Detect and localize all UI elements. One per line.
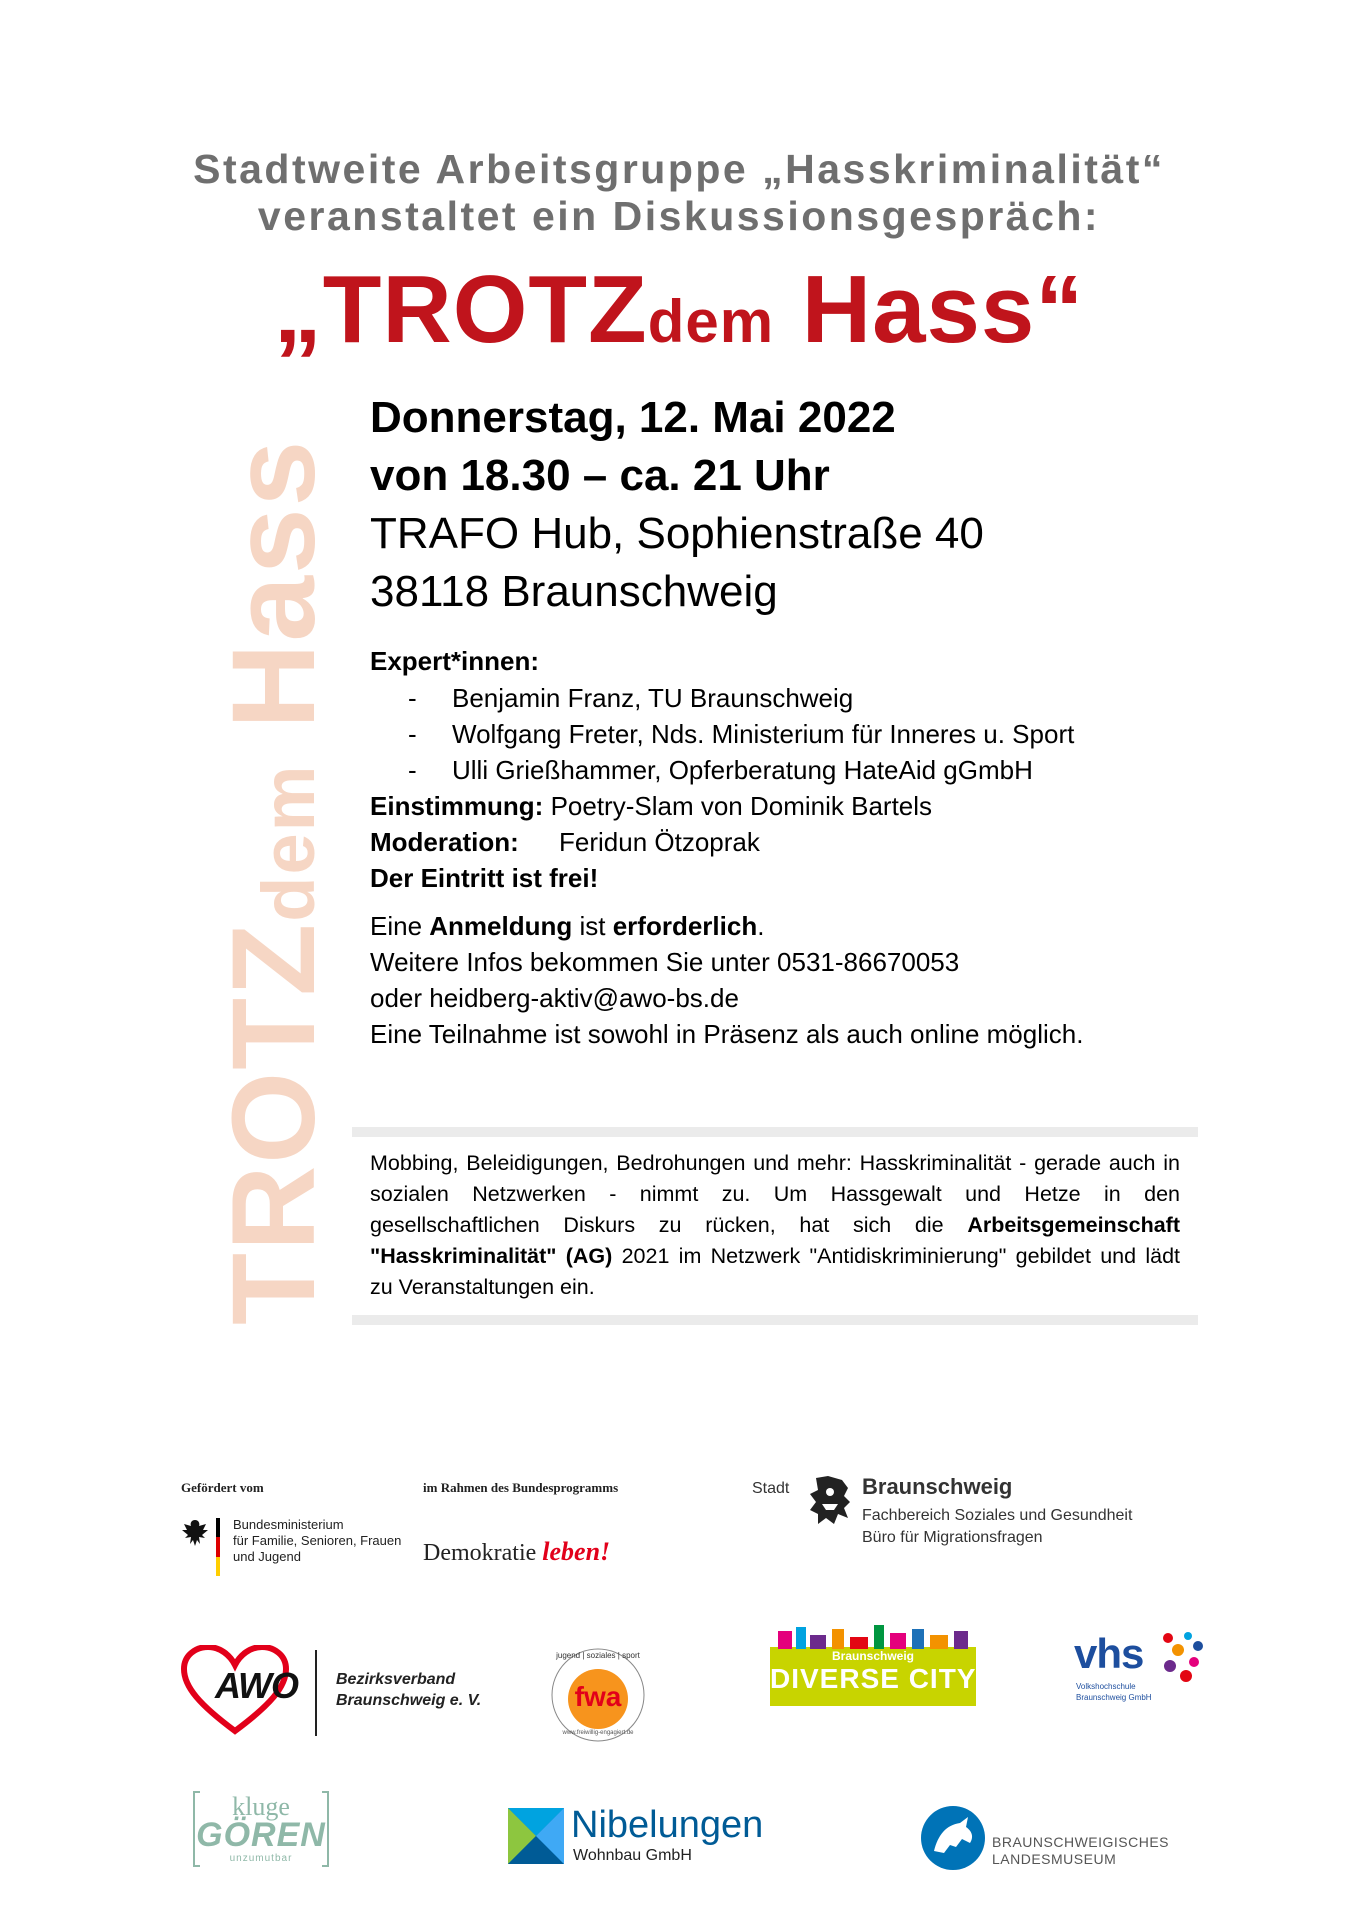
einstimmung-value: Poetry-Slam von Dominik Bartels (543, 791, 933, 821)
reg-text: ist (572, 911, 613, 941)
info-text: Mobbing, Beleidigungen, Bedrohungen und mehr: Hasskriminalität - gerade auch in sozialen Netzwerken - nimmt zu. Um Hassgewalt und Hetze in den gesellschaftlichen Diskurs zu rücken, hat sich die (370, 1151, 1180, 1237)
title-part-3: Hass“ (774, 256, 1085, 363)
awo-wordmark: AWO (215, 1665, 298, 1706)
event-time: von 18.30 – ca. 21 Uhr (370, 451, 830, 500)
buero-text: Büro für Migrationsfragen (862, 1529, 1043, 1546)
expert-bullet: - (408, 755, 417, 785)
diverse-city-main: DIVERSE CITY (770, 1663, 977, 1694)
nibelungen-wordmark: Nibelungen (571, 1804, 764, 1846)
ministry-line-2: für Familie, Senioren, Frauen (233, 1533, 402, 1548)
expert-bullet: - (408, 683, 417, 713)
braunschweig-wordmark: Braunschweig (862, 1474, 1013, 1499)
braunschweig-lion-icon (808, 1474, 852, 1533)
info-bold: Arbeitsgemeinschaft "Hasskriminalität" (AG) (370, 1213, 1180, 1268)
bezirk-line-2: Braunschweig e. V. (336, 1692, 482, 1709)
event-city: 38118 Braunschweig (370, 567, 778, 616)
museum-line-1: BRAUNSCHWEIGISCHES (992, 1834, 1170, 1850)
event-title (0, 255, 1358, 377)
reg-bold: Anmeldung (429, 911, 573, 941)
entry-free: Der Eintritt ist frei! (370, 863, 599, 893)
vhs-dots-icon (1158, 1632, 1204, 1689)
wohnbau-text: Wohnbau GmbH (573, 1847, 692, 1864)
federal-eagle-icon (181, 1518, 209, 1555)
diverse-city-logo (770, 1623, 976, 1706)
kluge-text: kluge (232, 1792, 290, 1821)
bezirk-line-1: Bezirksverband (336, 1671, 456, 1688)
fwa-text: fwa (574, 1681, 622, 1712)
reg-bold: erforderlich (612, 911, 758, 941)
vhs-sub-1: Volkshochschule (1076, 1682, 1136, 1691)
title-part-2: dem (647, 288, 775, 355)
gefoerdert-label: Gefördert vom (181, 1480, 264, 1495)
german-flag-bar (216, 1518, 220, 1576)
reg-text: Eine (370, 911, 430, 941)
diverse-city-top: Braunschweig (831, 1649, 915, 1663)
moderation-label: Moderation: (370, 827, 519, 857)
header-line-2: veranstaltet ein Diskussionsgespräch: (257, 193, 1101, 239)
fwa-ring-text-top: jugend | soziales | sport (556, 1651, 640, 1660)
fwa-ring-sport: sport (622, 1651, 640, 1660)
leben-text: leben! (542, 1537, 611, 1566)
registration-required (370, 908, 764, 944)
programm-label: im Rahmen des Bundesprogramms (423, 1480, 619, 1495)
side-part-2: dem (247, 763, 330, 922)
fwa-ring-soziales: soziales (586, 1651, 616, 1660)
landesmuseum-horse-icon (920, 1805, 986, 1876)
unzumutbar-text: unzumutbar (229, 1853, 293, 1864)
side-part-3: Hass (208, 438, 340, 764)
ministry-line-3: und Jugend (233, 1549, 301, 1564)
info-box-text (370, 1148, 1180, 1303)
vhs-sub-2: Braunschweig GmbH (1076, 1693, 1152, 1702)
fachbereich-text: Fachbereich Soziales und Gesundheit (862, 1507, 1133, 1524)
vertical-side-title (208, 438, 348, 1325)
expert-item: Wolfgang Freter, Nds. Ministerium für Inneres u. Sport (452, 719, 1075, 749)
header-line-1: Stadtweite Arbeitsgruppe „Hasskriminalität“ (193, 146, 1165, 192)
fwa-ring-jugend: jugend (556, 1651, 581, 1660)
nibelungen-logo-icon (508, 1808, 564, 1869)
moderation-value: Feridun Ötzoprak (559, 827, 760, 857)
stadt-label: Stadt (752, 1480, 790, 1497)
info-text: 2021 im Netzwerk "Antidiskriminierung" gebildet und lädt zu Veranstaltungen ein. (370, 1244, 1181, 1299)
demokratie-leben-logo (423, 1537, 610, 1567)
experts-heading: Expert*innen: (370, 646, 540, 676)
registration-phone: Weitere Infos bekommen Sie unter 0531-86670053 (370, 947, 960, 977)
awo-divider (315, 1650, 317, 1736)
expert-bullet: - (408, 719, 417, 749)
demokratie-text: Demokratie (423, 1540, 543, 1566)
museum-line-2: LANDESMUSEUM (992, 1851, 1117, 1867)
event-date: Donnerstag, 12. Mai 2022 (370, 393, 896, 442)
goeren-text: GÖREN (196, 1816, 326, 1854)
ministry-line-1: Bundesministerium (233, 1517, 344, 1532)
participation-note: Eine Teilnahme ist sowohl in Präsenz als auch online möglich. (370, 1019, 1084, 1049)
registration-email: oder heidberg-aktiv@awo-bs.de (370, 983, 739, 1013)
reg-text: . (757, 911, 765, 941)
fwa-ring-url: www.freiwillig-engagiert.de (562, 1730, 634, 1736)
side-part-1: TROTZ (208, 921, 340, 1325)
kluge-goeren-logo (192, 1790, 330, 1868)
event-venue: TRAFO Hub, Sophienstraße 40 (370, 509, 984, 558)
expert-item: Ulli Grießhammer, Opferberatung HateAid gGmbH (452, 755, 1033, 785)
vhs-wordmark: vhs (1074, 1630, 1144, 1677)
einstimmung-line (370, 788, 932, 824)
expert-item: Benjamin Franz, TU Braunschweig (452, 683, 854, 713)
einstimmung-label: Einstimmung: (370, 791, 544, 821)
fwa-logo (548, 1645, 648, 1745)
title-part-1: „TROTZ (273, 256, 648, 363)
